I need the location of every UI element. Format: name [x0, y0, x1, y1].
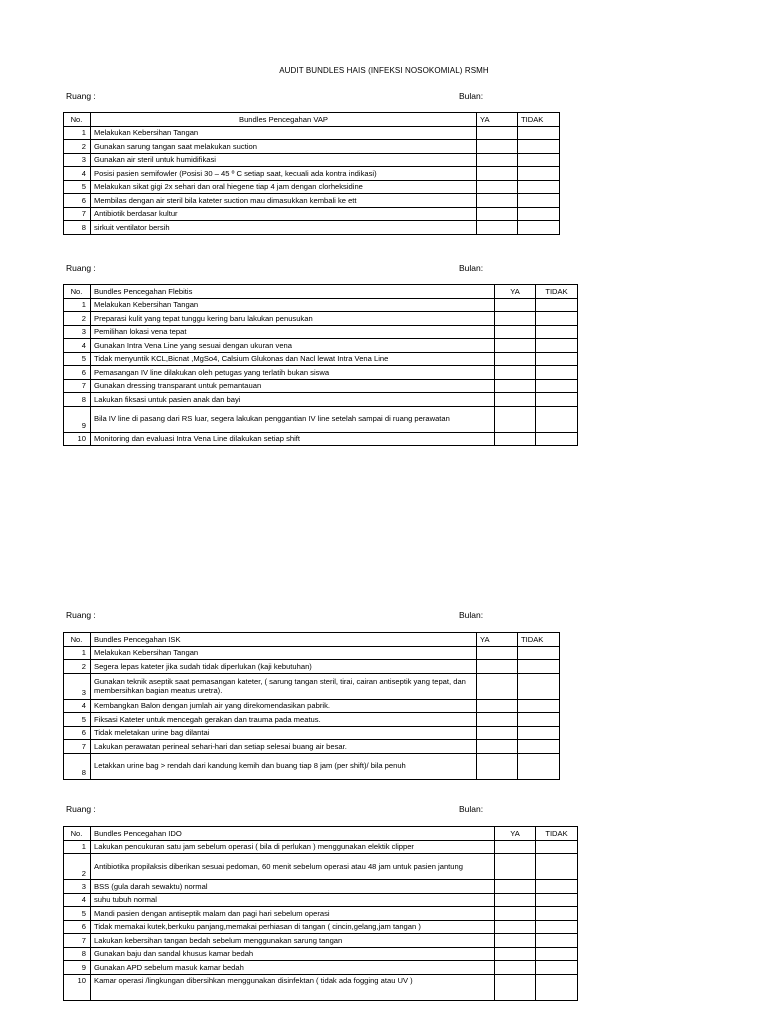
ruang-label: Ruang :: [66, 610, 96, 620]
tidak-cell[interactable]: [518, 140, 560, 154]
row-item: Tidak memakai kutek,berkuku panjang,memakai perhiasan di tangan ( cincin,gelang,jam tangan ): [91, 920, 495, 934]
row-number: 3: [64, 325, 91, 339]
table-row: [64, 379, 578, 393]
section-header: Bundles Pencegahan IDO: [91, 827, 495, 841]
ya-cell[interactable]: [495, 840, 536, 854]
ya-cell[interactable]: [495, 325, 536, 339]
tidak-cell[interactable]: [518, 180, 560, 194]
column-header-no: No.: [64, 827, 91, 841]
ya-cell[interactable]: [477, 646, 518, 660]
row-item: Lakukan perawatan perineal sehari-hari dan setiap selesai buang air besar.: [91, 740, 477, 754]
row-number: 4: [64, 339, 91, 353]
row-number: 7: [64, 740, 91, 754]
table-row: [64, 920, 578, 934]
vap-table: [63, 112, 560, 235]
column-header-tidak: TIDAK: [518, 113, 560, 127]
row-number: 4: [64, 699, 91, 713]
row-number: 1: [64, 646, 91, 660]
column-header-ya: YA: [477, 113, 518, 127]
table-row: [64, 140, 560, 154]
table-row: [64, 352, 578, 366]
ya-cell[interactable]: [477, 726, 518, 740]
row-item: sirkuit ventilator bersih: [91, 221, 477, 235]
row-item: Membilas dengan air steril bila kateter suction mau dimasukkan kembali ke ett: [91, 194, 477, 208]
bulan-label: Bulan:: [459, 263, 484, 273]
row-number: 7: [64, 934, 91, 948]
ya-cell[interactable]: [477, 140, 518, 154]
table-row: [64, 726, 560, 740]
section-header: Bundles Pencegahan ISK: [91, 633, 477, 647]
ya-cell[interactable]: [495, 393, 536, 407]
section-header: Bundles Pencegahan Flebitis: [91, 285, 495, 299]
row-number: 6: [64, 726, 91, 740]
column-header-no: No.: [64, 285, 91, 299]
row-number: 5: [64, 352, 91, 366]
row-item: Gunakan sarung tangan saat melakukan suction: [91, 140, 477, 154]
table-row: [64, 180, 560, 194]
tidak-cell[interactable]: [536, 907, 578, 921]
ya-cell[interactable]: [477, 699, 518, 713]
row-item: Gunakan dressing transparant untuk pemantauan: [91, 379, 495, 393]
table-row: [64, 312, 578, 326]
tidak-cell[interactable]: [536, 974, 578, 1000]
ya-cell[interactable]: [495, 974, 536, 1000]
table-row: [64, 167, 560, 181]
ya-cell[interactable]: [477, 180, 518, 194]
tidak-cell[interactable]: [536, 393, 578, 407]
ya-cell[interactable]: [477, 126, 518, 140]
table-row: [64, 126, 560, 140]
row-number: 5: [64, 907, 91, 921]
tidak-cell[interactable]: [536, 339, 578, 353]
row-item: BSS (gula darah sewaktu) normal: [91, 880, 495, 894]
ya-cell[interactable]: [495, 312, 536, 326]
row-number: 6: [64, 194, 91, 208]
ya-cell[interactable]: [477, 713, 518, 727]
row-item: Lakukan fiksasi untuk pasien anak dan bayi: [91, 393, 495, 407]
ruang-label: Ruang :: [66, 91, 96, 101]
column-header-ya: YA: [495, 285, 536, 299]
row-item: Monitoring dan evaluasi Intra Vena Line dilakukan setiap shift: [91, 432, 495, 446]
row-item: suhu tubuh normal: [91, 893, 495, 907]
row-item: Preparasi kulit yang tepat tunggu kering baru lakukan penusukan: [91, 312, 495, 326]
table-row: [64, 660, 560, 674]
ya-cell[interactable]: [495, 854, 536, 880]
tidak-cell[interactable]: [536, 840, 578, 854]
ya-cell[interactable]: [477, 221, 518, 235]
isk-table: [63, 632, 560, 780]
row-item: Gunakan APD sebelum masuk kamar bedah: [91, 961, 495, 975]
ya-cell[interactable]: [495, 352, 536, 366]
row-item: Melakukan Kebersihan Tangan: [91, 126, 477, 140]
tidak-cell[interactable]: [518, 753, 560, 779]
row-item: Gunakan Intra Vena Line yang sesuai dengan ukuran vena: [91, 339, 495, 353]
row-number: 7: [64, 207, 91, 221]
row-number: 9: [64, 961, 91, 975]
row-item: Gunakan teknik aseptik saat pemasangan kateter, ( sarung tangan steril, tirai, cairan antiseptik yang tepat, dan membersihkan bagian meatus uretra).: [91, 673, 477, 699]
row-item: Fiksasi Kateter untuk mencegah gerakan dan trauma pada meatus.: [91, 713, 477, 727]
tidak-cell[interactable]: [518, 660, 560, 674]
tidak-cell[interactable]: [518, 699, 560, 713]
ya-cell[interactable]: [495, 907, 536, 921]
tidak-cell[interactable]: [536, 379, 578, 393]
table-row: [64, 740, 560, 754]
table-row: [64, 673, 560, 699]
row-number: 1: [64, 298, 91, 312]
row-number: 10: [64, 974, 91, 1000]
row-number: 8: [64, 221, 91, 235]
tidak-cell[interactable]: [518, 167, 560, 181]
ya-cell[interactable]: [495, 406, 536, 432]
tidak-cell[interactable]: [536, 880, 578, 894]
table-row: [64, 406, 578, 432]
bulan-label: Bulan:: [459, 610, 484, 620]
tidak-cell[interactable]: [536, 406, 578, 432]
ya-cell[interactable]: [477, 660, 518, 674]
tidak-cell[interactable]: [518, 646, 560, 660]
row-item: Kembangkan Balon dengan jumlah air yang direkomendasikan pabrik.: [91, 699, 477, 713]
row-item: Antibiotik berdasar kultur: [91, 207, 477, 221]
table-row: [64, 893, 578, 907]
ya-cell[interactable]: [495, 880, 536, 894]
row-number: 2: [64, 854, 91, 880]
row-number: 10: [64, 432, 91, 446]
ya-cell[interactable]: [495, 934, 536, 948]
tidak-cell[interactable]: [536, 893, 578, 907]
row-number: 7: [64, 379, 91, 393]
ya-cell[interactable]: [495, 961, 536, 975]
row-number: 4: [64, 167, 91, 181]
ya-cell[interactable]: [495, 947, 536, 961]
row-number: 1: [64, 126, 91, 140]
row-number: 8: [64, 947, 91, 961]
column-header-no: No.: [64, 633, 91, 647]
table-row: [64, 934, 578, 948]
tidak-cell[interactable]: [518, 207, 560, 221]
table-row: [64, 393, 578, 407]
row-number: 5: [64, 713, 91, 727]
table-row: [64, 974, 578, 1000]
column-header-ya: YA: [495, 827, 536, 841]
ya-cell[interactable]: [477, 153, 518, 167]
row-item: Gunakan air steril untuk humidifikasi: [91, 153, 477, 167]
row-number: 9: [64, 406, 91, 432]
table-row: [64, 854, 578, 880]
tidak-cell[interactable]: [536, 854, 578, 880]
table-row: [64, 207, 560, 221]
tidak-cell[interactable]: [536, 920, 578, 934]
row-item: Mandi pasien dengan antiseptik malam dan pagi hari sebelum operasi: [91, 907, 495, 921]
ya-cell[interactable]: [477, 740, 518, 754]
row-number: 2: [64, 312, 91, 326]
row-item: Melakukan sikat gigi 2x sehari dan oral hiegene tiap 4 jam dengan clorheksidine: [91, 180, 477, 194]
ruang-label: Ruang :: [66, 263, 96, 273]
row-number: 3: [64, 673, 91, 699]
table-row: [64, 907, 578, 921]
table-row: [64, 298, 578, 312]
table-row: [64, 699, 560, 713]
table-row: [64, 339, 578, 353]
flebitis-table: [63, 284, 578, 446]
column-header-tidak: TIDAK: [518, 633, 560, 647]
row-item: Gunakan baju dan sandal khusus kamar bedah: [91, 947, 495, 961]
ruang-label: Ruang :: [66, 804, 96, 814]
row-number: 8: [64, 753, 91, 779]
table-row: [64, 753, 560, 779]
section-header: Bundles Pencegahan VAP: [91, 113, 477, 127]
tidak-cell[interactable]: [536, 352, 578, 366]
tidak-cell[interactable]: [536, 432, 578, 446]
row-item: Lakukan kebersihan tangan bedah sebelum menggunakan sarung tangan: [91, 934, 495, 948]
row-number: 3: [64, 880, 91, 894]
column-header-tidak: TIDAK: [536, 285, 578, 299]
table-row: [64, 961, 578, 975]
ido-table: [63, 826, 578, 1001]
row-item: Antibiotika propilaksis diberikan sesuai pedoman, 60 menit sebelum operasi atau 48 jam untuk pasien jantung: [91, 854, 495, 880]
bulan-label: Bulan:: [459, 804, 484, 814]
tidak-cell[interactable]: [518, 194, 560, 208]
row-item: Melakukan Kebersihan Tangan: [91, 298, 495, 312]
row-item: Kamar operasi /lingkungan dibersihkan menggunakan disinfektan ( tidak ada fogging atau UV ): [91, 974, 495, 1000]
column-header-ya: YA: [477, 633, 518, 647]
row-item: Melakukan Kebersihan Tangan: [91, 646, 477, 660]
bulan-label: Bulan:: [459, 91, 484, 101]
document-title: AUDIT BUNDLES HAIS (INFEKSI NOSOKOMIAL) RSMH: [279, 66, 489, 75]
tidak-cell[interactable]: [518, 221, 560, 235]
tidak-cell[interactable]: [536, 947, 578, 961]
table-row: [64, 153, 560, 167]
table-row: [64, 221, 560, 235]
table-row: [64, 366, 578, 380]
row-number: 8: [64, 393, 91, 407]
row-number: 2: [64, 660, 91, 674]
tidak-cell[interactable]: [518, 726, 560, 740]
row-item: Pemasangan IV line dilakukan oleh petugas yang terlatih bukan siswa: [91, 366, 495, 380]
ya-cell[interactable]: [495, 339, 536, 353]
row-item: Bila IV line di pasang dari RS luar, segera lakukan penggantian IV line setelah sampai di ruang perawatan: [91, 406, 495, 432]
ya-cell[interactable]: [495, 893, 536, 907]
row-number: 2: [64, 140, 91, 154]
table-row: [64, 194, 560, 208]
row-item: Letakkan urine bag > rendah dari kandung kemih dan buang tiap 8 jam (per shift)/ bila penuh: [91, 753, 477, 779]
row-number: 5: [64, 180, 91, 194]
table-row: [64, 840, 578, 854]
ya-cell[interactable]: [477, 167, 518, 181]
tidak-cell[interactable]: [518, 153, 560, 167]
ya-cell[interactable]: [495, 298, 536, 312]
table-row: [64, 947, 578, 961]
row-item: Tidak menyuntik KCL,Bicnat ,MgSo4, Calsium Glukonas dan Nacl lewat Intra Vena Line: [91, 352, 495, 366]
row-number: 6: [64, 366, 91, 380]
tidak-cell[interactable]: [518, 713, 560, 727]
row-number: 6: [64, 920, 91, 934]
table-row: [64, 432, 578, 446]
ya-cell[interactable]: [495, 432, 536, 446]
row-item: Pemilihan lokasi vena tepat: [91, 325, 495, 339]
table-row: [64, 646, 560, 660]
tidak-cell[interactable]: [536, 366, 578, 380]
tidak-cell[interactable]: [518, 740, 560, 754]
row-item: Segera lepas kateter jika sudah tidak diperlukan (kaji kebutuhan): [91, 660, 477, 674]
table-row: [64, 325, 578, 339]
ya-cell[interactable]: [495, 920, 536, 934]
row-number: 4: [64, 893, 91, 907]
table-row: [64, 713, 560, 727]
ya-cell[interactable]: [495, 379, 536, 393]
column-header-no: No.: [64, 113, 91, 127]
ya-cell[interactable]: [477, 207, 518, 221]
row-item: Tidak meletakan urine bag dilantai: [91, 726, 477, 740]
tidak-cell[interactable]: [518, 126, 560, 140]
tidak-cell[interactable]: [536, 934, 578, 948]
tidak-cell[interactable]: [536, 325, 578, 339]
tidak-cell[interactable]: [518, 673, 560, 699]
tidak-cell[interactable]: [536, 961, 578, 975]
ya-cell[interactable]: [477, 194, 518, 208]
row-item: Posisi pasien semifowler (Posisi 30 – 45 º C setiap saat, kecuali ada kontra indikasi): [91, 167, 477, 181]
row-number: 1: [64, 840, 91, 854]
row-number: 3: [64, 153, 91, 167]
ya-cell[interactable]: [477, 673, 518, 699]
ya-cell[interactable]: [477, 753, 518, 779]
row-item: Lakukan pencukuran satu jam sebelum operasi ( bila di perlukan ) menggunakan elektik clipper: [91, 840, 495, 854]
table-row: [64, 880, 578, 894]
column-header-tidak: TIDAK: [536, 827, 578, 841]
tidak-cell[interactable]: [536, 298, 578, 312]
ya-cell[interactable]: [495, 366, 536, 380]
tidak-cell[interactable]: [536, 312, 578, 326]
